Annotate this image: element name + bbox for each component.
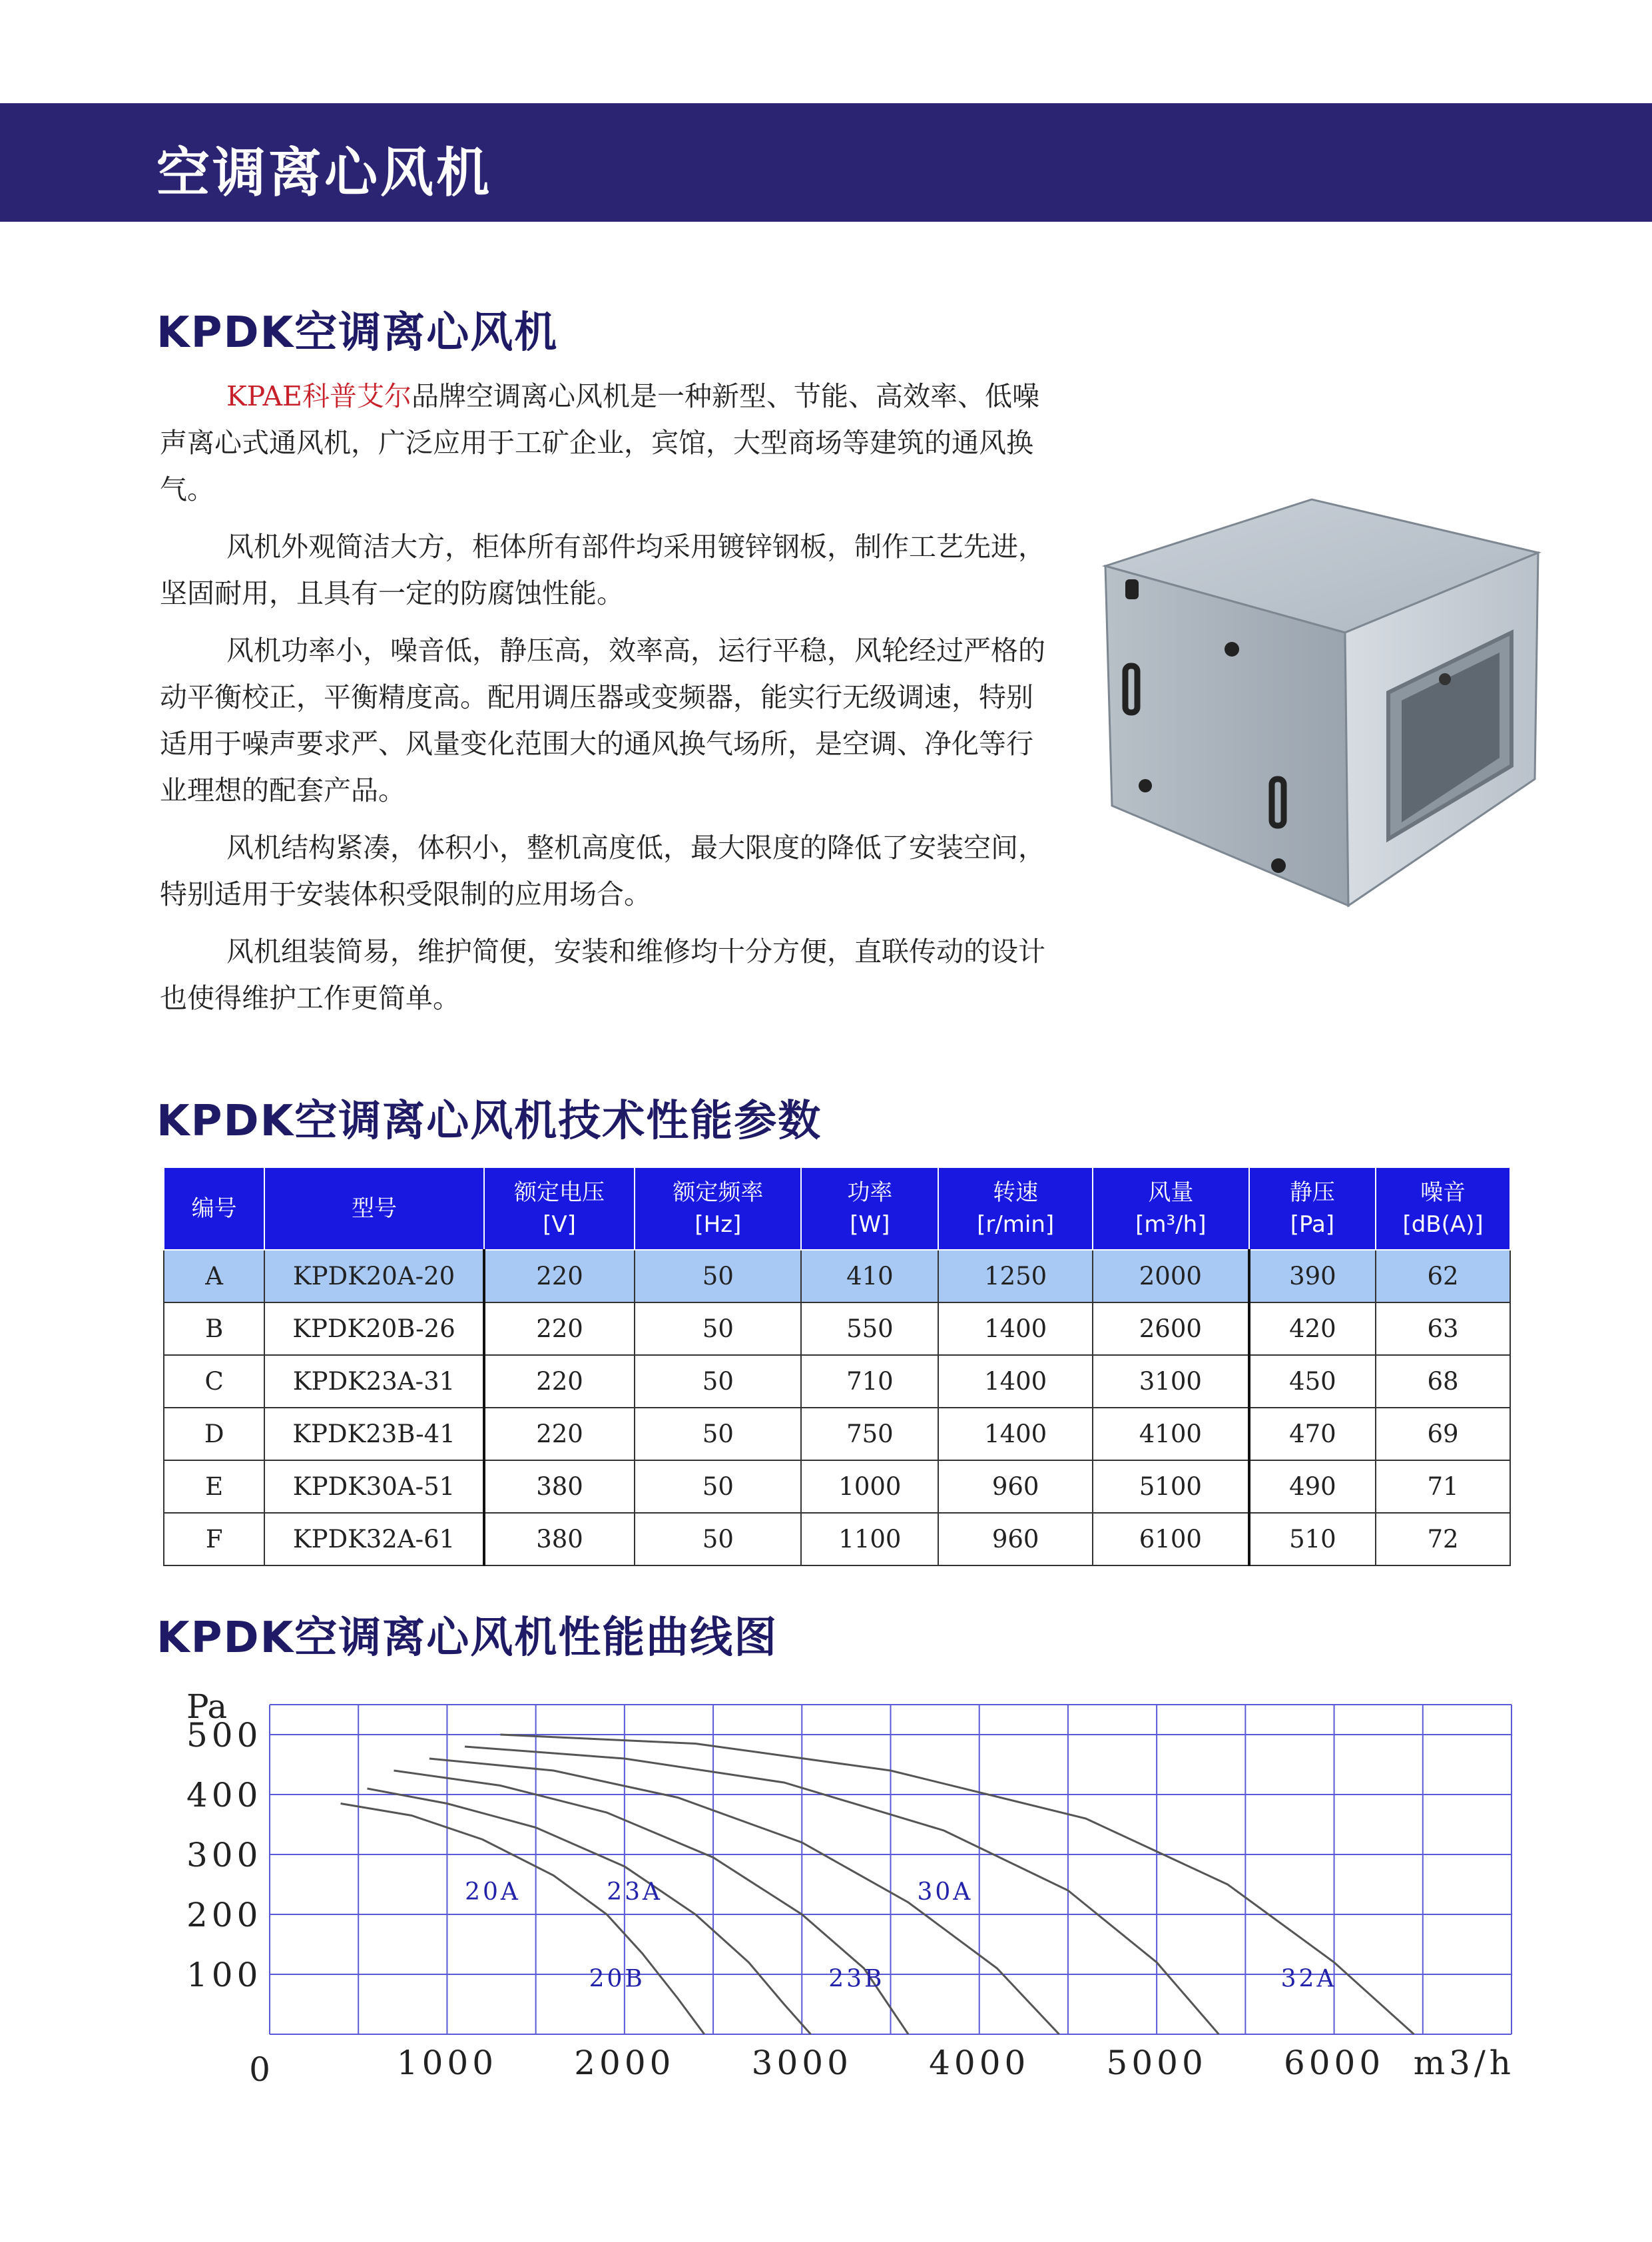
cell-id: F (164, 1513, 264, 1565)
table-row (164, 1355, 1510, 1408)
cell-model: KPDK20B-26 (264, 1302, 483, 1355)
curve-label-20a: 20A (465, 1878, 521, 1906)
intro-paragraph-3: 风机功率小，噪音低，静压高，效率高，运行平稳，风轮经过严格的动平衡校正，平衡精度高。配用调压器或变频器，能实行无级调速，特别适用于噪声要求严、风量变化范围大的通风换气场所，是空调、净化等行业理想的配套产品。 (160, 635, 1045, 806)
cell-noise: 68 (1376, 1355, 1510, 1408)
cell-model: KPDK32A-61 (264, 1513, 483, 1565)
cell-speed: 960 (938, 1513, 1093, 1565)
fan-cabinet-image (1092, 493, 1558, 946)
cell-voltage: 380 (484, 1460, 635, 1513)
x-tick-label: 3000 (751, 2044, 852, 2082)
intro-text (160, 373, 1055, 1032)
intro-paragraph-1-text: 品牌空调离心风机是一种新型、节能、高效率、低噪声离心式通风机，广泛应用于工矿企业，宾馆，大型商场等建筑的通风换气。 (160, 380, 1039, 505)
cell-power: 750 (801, 1408, 938, 1460)
curve-20b (368, 1789, 811, 2034)
x-axis-label: m3/h (1413, 2044, 1515, 2082)
cell-pressure: 390 (1249, 1250, 1376, 1302)
cell-power: 550 (801, 1302, 938, 1355)
cell-voltage: 220 (484, 1250, 635, 1302)
cell-id: B (164, 1302, 264, 1355)
table-row (164, 1408, 1510, 1460)
y-tick-label: 200 (186, 1896, 262, 1934)
curve-label-32a: 32A (1280, 1965, 1337, 1993)
cell-frequency: 50 (635, 1513, 801, 1565)
cell-id: A (164, 1250, 264, 1302)
cell-voltage: 220 (484, 1302, 635, 1355)
cell-pressure: 510 (1249, 1513, 1376, 1565)
x-tick-label: 2000 (574, 2044, 675, 2082)
cell-pressure: 450 (1249, 1355, 1376, 1408)
cell-airflow: 2000 (1093, 1250, 1249, 1302)
y-tick-label: 100 (186, 1956, 262, 1994)
y-tick-label: 400 (186, 1776, 262, 1815)
cell-model: KPDK23B-41 (264, 1408, 483, 1460)
cell-id: C (164, 1355, 264, 1408)
y-axis-label: Pa (186, 1691, 228, 1726)
cell-pressure: 420 (1249, 1302, 1376, 1355)
cell-speed: 1400 (938, 1355, 1093, 1408)
cell-noise: 63 (1376, 1302, 1510, 1355)
cell-voltage: 220 (484, 1408, 635, 1460)
cell-pressure: 470 (1249, 1408, 1376, 1460)
cell-frequency: 50 (635, 1250, 801, 1302)
intro-paragraph-5: 风机组装简易，维护简便，安装和维修均十分方便，直联传动的设计也使得维护工作更简单。 (160, 936, 1045, 1014)
cell-id: D (164, 1408, 264, 1460)
cell-speed: 1400 (938, 1408, 1093, 1460)
cell-speed: 960 (938, 1460, 1093, 1513)
header-voltage: 额定电压 [V] (484, 1167, 635, 1250)
page-title: 空调离心风机 (156, 142, 492, 204)
header-frequency: 额定频率 [Hz] (635, 1167, 801, 1250)
cell-pressure: 490 (1249, 1460, 1376, 1513)
cell-airflow: 5100 (1093, 1460, 1249, 1513)
y-tick-label: 300 (186, 1836, 262, 1874)
cell-power: 1000 (801, 1460, 938, 1513)
cell-power: 710 (801, 1355, 938, 1408)
spec-heading: KPDK空调离心风机技术性能参数 (156, 1097, 822, 1146)
cell-power: 410 (801, 1250, 938, 1302)
cell-model: KPDK23A-31 (264, 1355, 483, 1408)
intro-paragraph-4: 风机结构紧凑，体积小，整机高度低，最大限度的降低了安装空间，特别适用于安装体积受限制的应用场合。 (160, 832, 1045, 910)
cell-noise: 71 (1376, 1460, 1510, 1513)
cell-frequency: 50 (635, 1460, 801, 1513)
cell-noise: 72 (1376, 1513, 1510, 1565)
cell-airflow: 4100 (1093, 1408, 1249, 1460)
cell-frequency: 50 (635, 1408, 801, 1460)
table-row (164, 1302, 1510, 1355)
x-tick-label: 5000 (1106, 2044, 1207, 2082)
curve-label-30a: 30A (917, 1878, 973, 1906)
curve-label-20b: 20B (589, 1965, 645, 1993)
cell-id: E (164, 1460, 264, 1513)
header-power: 功率 [W] (801, 1167, 938, 1250)
header-pressure: 静压 [Pa] (1249, 1167, 1376, 1250)
table-row (164, 1250, 1510, 1302)
cell-noise: 69 (1376, 1408, 1510, 1460)
curve-heading: KPDK空调离心风机性能曲线图 (156, 1613, 778, 1663)
curve-label-23a: 23A (607, 1878, 663, 1906)
x-tick-label: 4000 (929, 2044, 1030, 2082)
header-speed: 转速 [r/min] (938, 1167, 1093, 1250)
header-id: 编号 (164, 1167, 264, 1250)
x-tick-label: 6000 (1283, 2044, 1385, 2082)
curve-label-23b: 23B (828, 1965, 885, 1993)
cell-frequency: 50 (635, 1302, 801, 1355)
table-row (164, 1513, 1510, 1565)
spec-header-row (164, 1167, 1510, 1250)
intro-paragraph-1 (160, 373, 1055, 513)
intro-paragraph-2: 风机外观简洁大方，柜体所有部件均采用镀锌钢板，制作工艺先进，坚固耐用，且具有一定的防腐蚀性能。 (160, 531, 1045, 609)
x-tick-label: 1000 (396, 2044, 498, 2082)
y-tick-label: 500 (186, 1716, 262, 1755)
performance-curve-chart (166, 1691, 1531, 2098)
cell-frequency: 50 (635, 1355, 801, 1408)
cell-voltage: 380 (484, 1513, 635, 1565)
header-airflow: 风量 [m³/h] (1093, 1167, 1249, 1250)
cell-speed: 1250 (938, 1250, 1093, 1302)
intro-heading: KPDK空调离心风机 (156, 308, 559, 358)
cell-power: 1100 (801, 1513, 938, 1565)
cell-voltage: 220 (484, 1355, 635, 1408)
cell-airflow: 2600 (1093, 1302, 1249, 1355)
cell-speed: 1400 (938, 1302, 1093, 1355)
brand-name: KPAE科普艾尔 (226, 380, 412, 412)
cell-noise: 62 (1376, 1250, 1510, 1302)
spec-table (163, 1167, 1511, 1566)
cell-model: KPDK20A-20 (264, 1250, 483, 1302)
origin-label: 0 (249, 2050, 270, 2089)
cell-airflow: 3100 (1093, 1355, 1249, 1408)
cell-model: KPDK30A-51 (264, 1460, 483, 1513)
header-model: 型号 (264, 1167, 483, 1250)
header-noise: 噪音 [dB(A)] (1376, 1167, 1510, 1250)
table-row (164, 1460, 1510, 1513)
cell-airflow: 6100 (1093, 1513, 1249, 1565)
curve-20a (341, 1804, 704, 2035)
